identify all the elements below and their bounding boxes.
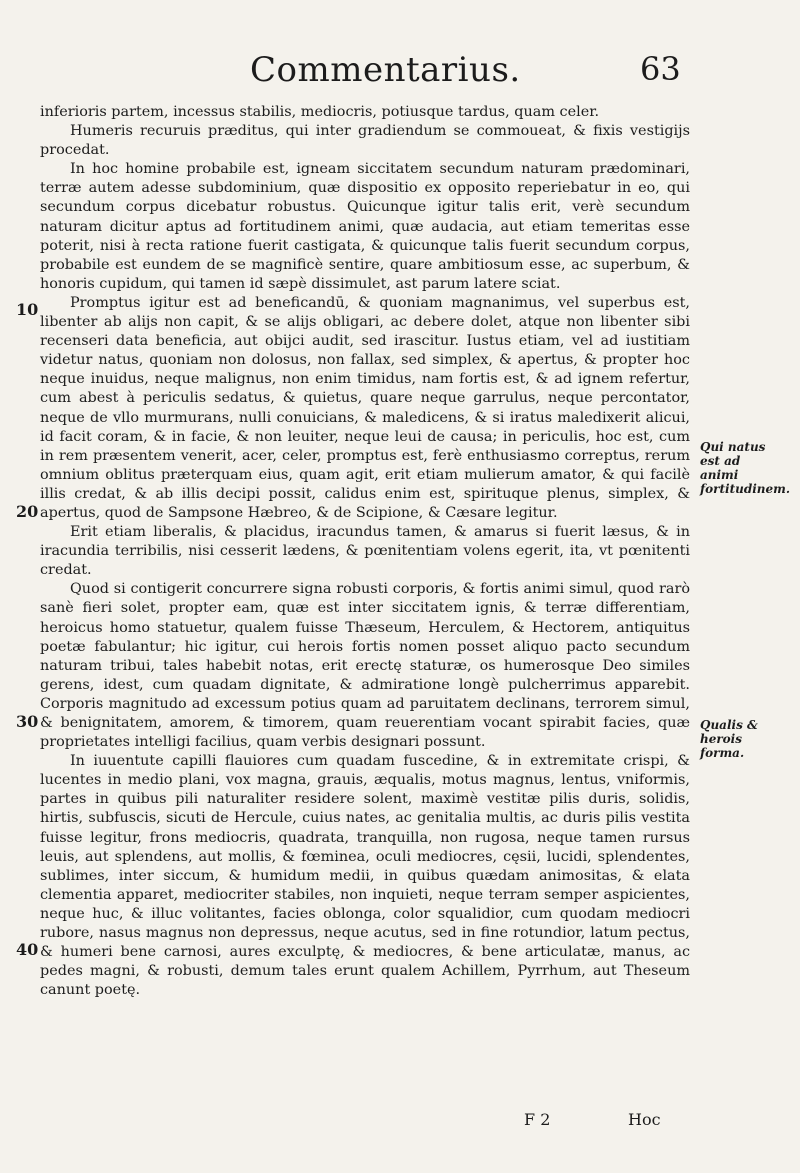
line-number: 10 — [16, 300, 39, 319]
catchword: Hoc — [628, 1110, 661, 1129]
paragraph: Quod si contigerit concurrere signa robusti corporis, & fortis animi simul, quod rarò sanè fieri solet, propter eam, quæ est inter siccitatem ignis, & terræ differentiam, heroicus homo statuetur, qualem fuisse Thæseum, Herculem, & Hectorem, antiquitus poetæ fabulantur; hic igitur, cui herois fortis nomen posset aliquo pacto secundum naturam tribui, tales habebit notas, erit erectę staturæ, os humerosque Deo similes gerens, idest, cum quadam dignitate, & admiratione longè pulcherrimus apparebit. Corporis magnitudo ad excessum potius quam ad paruitatem declinans, terrorem simul, & benignitatem, amorem, & timorem, quam reuerentiam vocant spirabit facies, quæ proprietates intelligi facilius, quam verbis designari possunt. — [40, 581, 690, 751]
marginal-note: Qui natus est ad animi fortitudinem. — [700, 440, 791, 496]
paragraph: In hoc homine probabile est, igneam siccitatem secundum naturam prædominari, terræ autem adesse subdominium, quæ dispositio ex opposito reperiebatur in eo, qui secundum corpus dicebatur robustus. Quicunque igitur talis erit, verè secundum naturam dicitur aptus ad fortitudinem animi, quæ audacia, aut etiam temeritas esse poterit, nisi à recta ratione fuerit castigata, & quicunque talis fuerit secundum corpus, probabile est eundem de se magnificè sentire, quare ambitiosum esse, ac superbum, & honoris cupidum, qui tamen id sæpè dissimulet, ast parum latere sciat. — [40, 161, 690, 292]
signature-mark: F 2 — [524, 1110, 551, 1129]
page-footer — [0, 1110, 800, 1134]
line-number: 20 — [16, 502, 39, 521]
paragraph: In iuuentute capilli flauiores cum quadam fuscedine, & in extremitate crispi, & lucentes in medio plani, vox magna, grauis, æqualis, motus magnus, lentus, vniformis, partes in quibus pili naturaliter residere solent, maximè vestitæ pilis duris, solidis, hirtis, subfuscis, sicuti de Hercule, cuius nates, ac genitalia multis, ac duris pilis vestita fuisse legitur, frons mediocris, quadrata, tranquilla, non rugosa, neque tamen rursus leuis, aut splendens, aut mollis, & fœminea, oculi mediocres, cęsii, lucidi, splendentes, sublimes, inter siccum, & humidum medii, in quibus quædam animositas, & elata clementia apparet, mediocriter stabiles, non inquieti, neque terram semper aspicientes, neque huc, & illuc volitantes, facies oblonga, color squalidior, cum quodam mediocri rubore, nasus magnus non depressus, neque acutus, sed in fine rotundior, latum pectus, & humeri bene carnosi, aures exculptę, & mediocres, & bene articulatæ, manus, ac pedes magni, & robusti, demum tales erunt qualem Achillem, Pyrrhum, aut Theseum canunt poetę. — [40, 753, 690, 999]
running-title: Commentarius. — [250, 50, 521, 90]
marginal-note: Qualis & herois forma. — [700, 718, 758, 760]
line-number: 30 — [16, 712, 39, 731]
running-header — [0, 50, 800, 100]
paragraph: Humeris recuruis præditus, qui inter gradiendum se commoueat, & fixis vestigijs procedat. — [40, 123, 690, 159]
paragraph: Erit etiam liberalis, & placidus, iracundus tamen, & amarus si fuerit læsus, & in iracundia terribilis, nisi cesserit lædens, & pœnitentiam volens egerit, ita, vt pœnitenti credat. — [40, 524, 690, 579]
paragraph: Promptus igitur est ad beneficandū, & quoniam magnanimus, vel superbus est, libenter ab alijs non capit, & se alijs obligari, ac debere dolet, atque non libenter sibi recenseri data beneficia, aut obijci audit, sed irascitur. Iustus etiam, vel ad iustitiam videtur natus, quoniam non dolosus, non fallax, sed simplex, & apertus, & propter hoc neque inuidus, neque malignus, non enim timidus, nam fortis est, & ad ignem refertur, cum abest à periculis sedatus, & quietus, quare neque garrulus, neque percontator, neque de vllo murmurans, nulli conuicians, & maledicens, & si iratus maledixerit alicui, id facit coram, & in facie, & non leuiter, neque leui de causa; in periculis, hoc est, cum in rem præsentem venerit, acer, celer, promptus est, ferè enthusiasmo correptus, rerum omnium oblitus præterquam eius, quam agit, erit etiam mulierum amator, & qui facilè illis credat, & ab illis decipi possit, calidus enim est, spirituque plenus, simplex, & apertus, quod de Sampsone Hæbreo, & de Scipione, & Cæsare legitur. — [40, 294, 690, 521]
page-number: 63 — [640, 50, 681, 88]
main-text — [40, 103, 690, 1000]
paragraph: inferioris partem, incessus stabilis, mediocris, potiusque tardus, quam celer. — [40, 104, 600, 120]
line-number: 40 — [16, 940, 39, 959]
